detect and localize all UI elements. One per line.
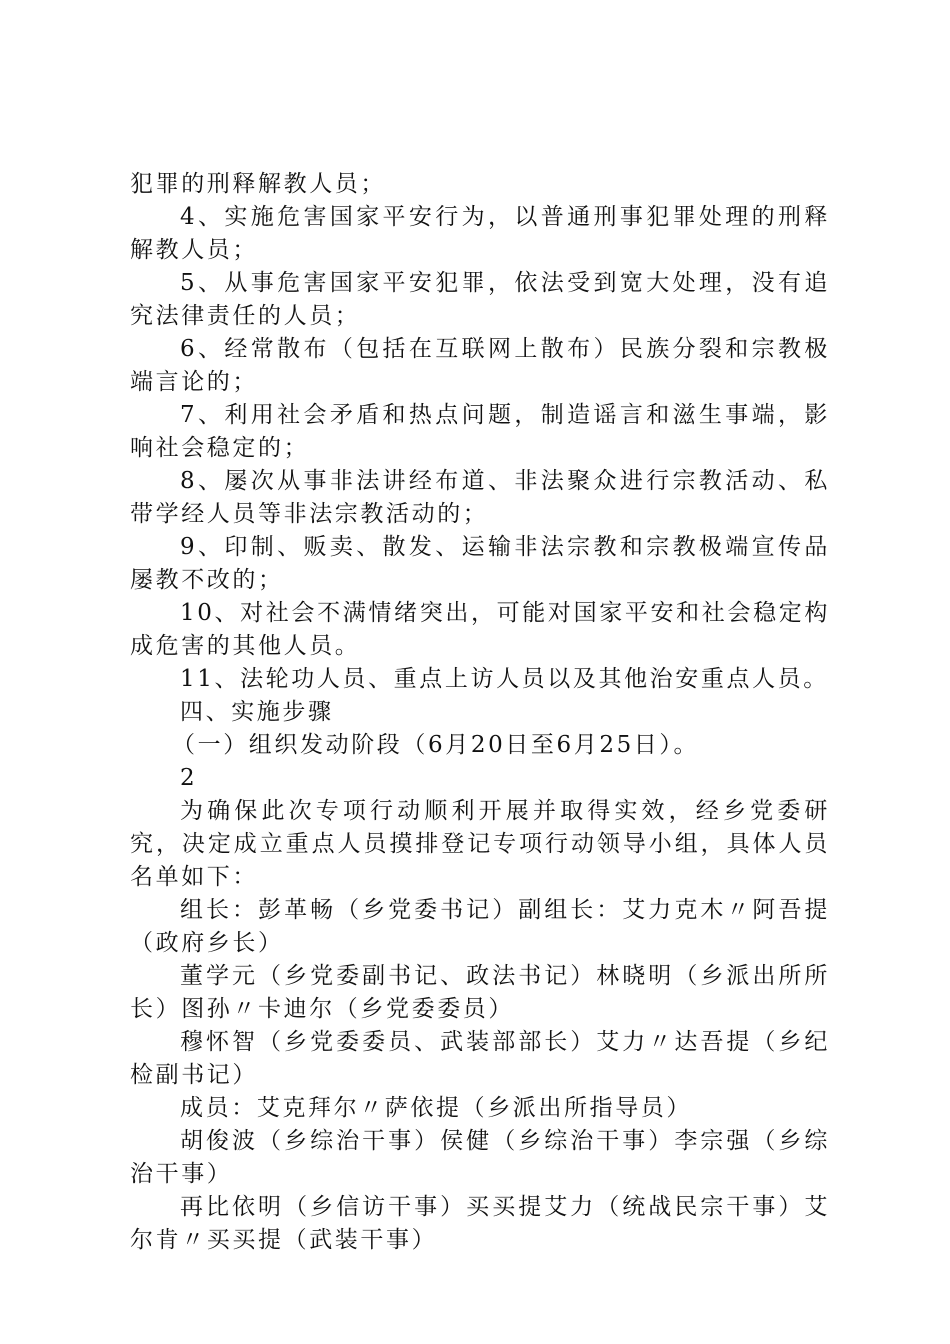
paragraph-members-3: 再比依明（乡信访干事）买买提艾力（统战民宗干事）艾尔肯〃买买提（武装干事） <box>130 1194 830 1253</box>
paragraph-item-6: 6、经常散布（包括在互联网上散布）民族分裂和宗教极端言论的； <box>130 336 830 395</box>
paragraph-deputies-2: 穆怀智（乡党委委员、武装部部长）艾力〃达吾提（乡纪检副书记） <box>130 1029 830 1088</box>
paragraph-leadership: 为确保此次专项行动顺利开展并取得实效，经乡党委研究，决定成立重点人员摸排登记专项行动领导小组，具体人员名单如下： <box>130 798 830 890</box>
paragraph-item-10: 10、对社会不满情绪突出，可能对国家平安和社会稳定构成危害的其他人员。 <box>130 600 830 659</box>
subsection-heading: （一）组织发动阶段（6月20日至6月25日）。 <box>172 732 700 758</box>
paragraph-leaders: 组长：彭革畅（乡党委书记）副组长：艾力克木〃阿吾提（政府乡长） <box>130 897 830 956</box>
paragraph-continuation: 犯罪的刑释解教人员； <box>130 171 386 197</box>
page-number: 2 <box>180 765 198 791</box>
paragraph-members-2: 胡俊波（乡综治干事）侯健（乡综治干事）李宗强（乡综治干事） <box>130 1128 830 1187</box>
paragraph-item-5: 5、从事危害国家平安犯罪，依法受到宽大处理，没有追究法律责任的人员； <box>130 270 830 329</box>
paragraph-item-7: 7、利用社会矛盾和热点问题，制造谣言和滋生事端，影响社会稳定的； <box>130 402 830 461</box>
paragraph-members-1: 成员：艾克拜尔〃萨依提（乡派出所指导员） <box>180 1095 692 1121</box>
paragraph-item-11: 11、法轮功人员、重点上访人员以及其他治安重点人员。 <box>180 666 829 692</box>
paragraph-item-8: 8、屡次从事非法讲经布道、非法聚众进行宗教活动、私带学经人员等非法宗教活动的； <box>130 468 830 527</box>
paragraph-deputies-1: 董学元（乡党委副书记、政法书记）林晓明（乡派出所所长）图孙〃卡迪尔（乡党委委员） <box>130 963 830 1022</box>
paragraph-item-9: 9、印制、贩卖、散发、运输非法宗教和宗教极端宣传品屡教不改的； <box>130 534 830 593</box>
paragraph-item-4: 4、实施危害国家平安行为，以普通刑事犯罪处理的刑释解教人员； <box>130 204 830 263</box>
section-heading: 四、实施步骤 <box>180 699 334 725</box>
document-body <box>130 168 830 1257</box>
